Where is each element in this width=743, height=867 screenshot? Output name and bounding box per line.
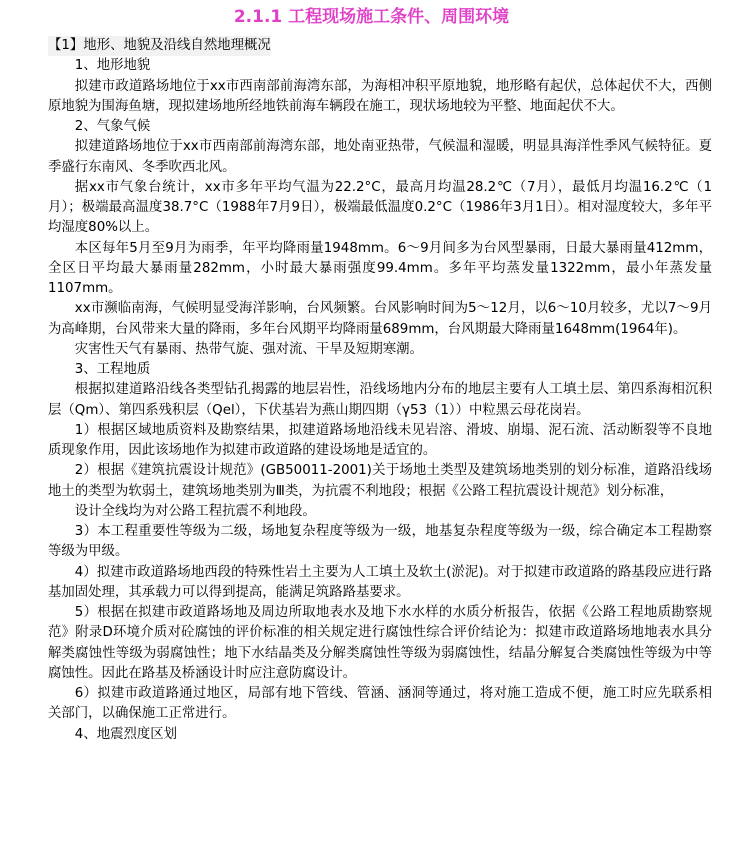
paragraph: 2）根据《建筑抗震设计规范》(GB50011-2001)关于场地土类型及建筑场地类别的划分标准，道路沿线场地土的类型为软弱土，建筑场地类别为Ⅲ类，为抗震不利地段；根据《公路工程抗震设计规范》划分标准， bbox=[48, 463, 712, 499]
subsection-heading: 4、地震烈度区划 bbox=[74, 726, 178, 742]
subsection-heading: 3、工程地质 bbox=[74, 362, 151, 377]
paragraph: 3）本工程重要性等级为二级，场地复杂程度等级为一级，地基复杂程度等级为一级，综合确定本工程勘察等级为甲级。 bbox=[48, 524, 712, 560]
subsection-heading: 1、地形地貌 bbox=[74, 58, 151, 74]
paragraph: 灾害性天气有暴雨、热带气旋、强对流、干旱及短期寒潮。 bbox=[74, 341, 423, 357]
paragraph: 本区每年5月至9月为雨季，年平均降雨量1948mm。6～9月间多为台风型暴雨，日最大暴雨量412mm，全区日平均最大暴雨量282mm，小时最大暴雨强度99.4mm。多年平均蒸发量1322mm，最小年蒸发量1107mm。 bbox=[48, 240, 712, 296]
page-title: 2.1.1 工程现场施工条件、周围环境 bbox=[233, 7, 510, 27]
paragraph: 拟建市政道路场地位于xx市西南部前海湾东部，为海相冲积平原地貌，地形略有起伏，总体起伏不大，西侧原地貌为围海鱼塘，现拟建场地所经地铁前海车辆段在施工，现状场地较为平整、地面起伏不大。 bbox=[48, 78, 712, 114]
paragraph: 拟建道路场地位于xx市西南部前海湾东部，地处南亚热带，气候温和湿暖，明显具海洋性季风气候特征。夏季盛行东南风、冬季吹西北风。 bbox=[48, 139, 712, 175]
subsection-heading: 2、气象气候 bbox=[74, 119, 151, 134]
document-body bbox=[48, 36, 712, 745]
paragraph: 6）拟建市政道路通过地区，局部有地下管线、管涵、涵洞等通过，将对施工造成不便，施工时应先联系相关部门，以确保施工正常进行。 bbox=[48, 686, 712, 722]
paragraph: 根据拟建道路沿线各类型钻孔揭露的地层岩性，沿线场地内分布的地层主要有人工填土层、第四系海相沉积层（Qm）、第四系残积层（Qel），下伏基岩为燕山期四期（γ53（1））中粒黑云母花岗岩。 bbox=[48, 382, 712, 418]
paragraph: 5）根据在拟建市政道路场地及周边所取地表水及地下水水样的水质分析报告，依据《公路工程地质勘察规范》附录D环境介质对砼腐蚀的评价标准的相关规定进行腐蚀性综合评价结论为：拟建市政道路场地地表水具分解类腐蚀性等级为弱腐蚀性；地下水结晶类及分解类腐蚀性等级为弱腐蚀性，结晶分解复合类腐蚀性等级为中等腐蚀性。因此在路基及桥涵设计时应注意防腐设计。 bbox=[48, 605, 712, 681]
paragraph: 据xx市气象台统计，xx市多年平均气温为22.2°C，最高月均温28.2℃（7月），最低月均温16.2℃（1月）；极端最高温度38.7°C（1988年7月9日），极端最低温度0.2°C（1986年3月1日）。相对湿度较大，多年平均湿度80%以上。 bbox=[48, 179, 712, 236]
paragraph: 设计全线均为对公路工程抗震不利地段。 bbox=[74, 503, 316, 519]
paragraph: 4）拟建市政道路场地西段的特殊性岩土主要为人工填土及软土(淤泥)。对于拟建市政道路的路基段应进行路基加固处理，其承载力可以得到提高，能满足筑路路基要求。 bbox=[48, 564, 712, 600]
paragraph: xx市濒临南海，气候明显受海洋影响，台风频繁。台风影响时间为5～12月，以6～10月较多，尤以7～9月为高峰期，台风带来大量的降雨，多年台风期平均降雨量689mm，台风期最大降雨量1648mm(1964年)。 bbox=[48, 301, 712, 337]
paragraph: 1）根据区域地质资料及勘察结果，拟建道路场地沿线未见岩溶、滑坡、崩塌、泥石流、活动断裂等不良地质现象作用，因此该场地作为拟建市政道路的建设场地是适宜的。 bbox=[48, 422, 712, 458]
section-heading: 【1】地形、地貌及沿线自然地理概况 bbox=[48, 36, 271, 56]
